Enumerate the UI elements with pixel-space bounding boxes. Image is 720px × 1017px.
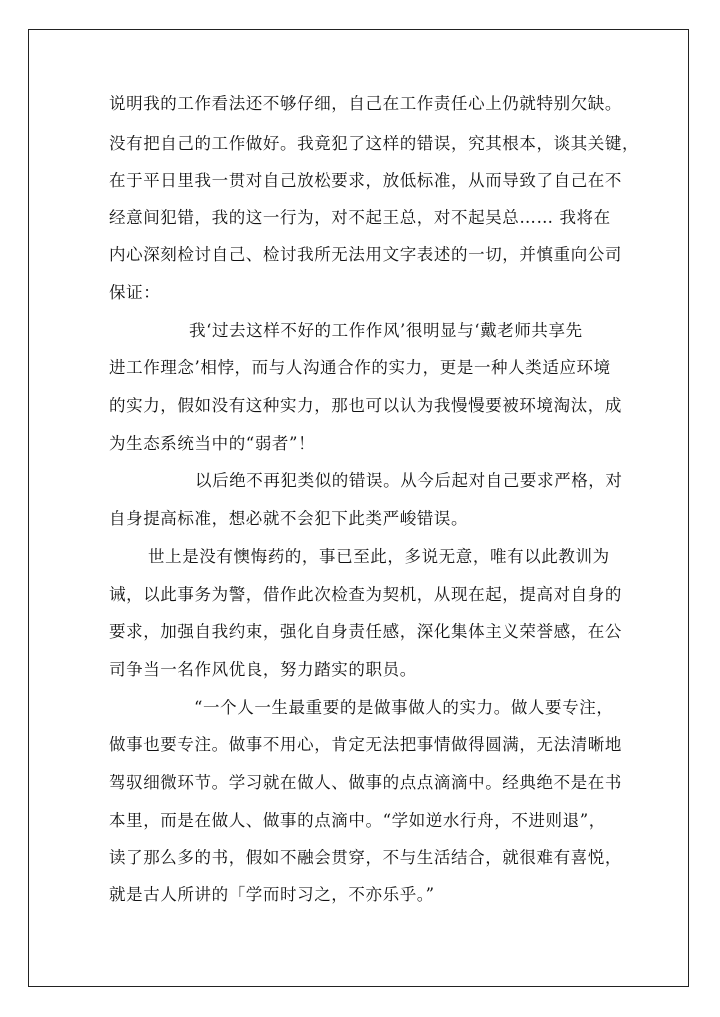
text-line: 我‘过去这样不好的工作作风’很明显与‘戴老师共享先 bbox=[189, 321, 583, 340]
text-line: 以后绝不再犯类似的错误。从今后起对自己要求严格，对 bbox=[195, 471, 623, 490]
text-line: 在于平日里我一贯对自己放松要求，放低标准，从而导致了自己在不 bbox=[109, 171, 622, 190]
text-line: “一个人一生最重要的是做事做人的实力。做人要专注， bbox=[194, 698, 614, 717]
text-line: 的实力，假如没有这种实力，那也可以认为我慢慢要被环境淘汰，成 bbox=[109, 396, 622, 415]
text-line: 就是古人所讲的「学而时习之，不亦乐乎。” bbox=[109, 885, 435, 904]
text-line: 本里，而是在做人、做事的点滴中。“学如逆水行舟，不进则退”， bbox=[109, 811, 606, 830]
text-line: 内心深刻检讨自己、检讨我所无法用文字表述的一切，并慎重向公司 bbox=[109, 245, 622, 264]
text-line: 诫，以此事务为警，借作此次检查为契机，从现在起，提高对自身的 bbox=[109, 585, 622, 604]
text-line: 经意间犯错，我的这一行为，对不起王总，对不起吴总…… 我将在 bbox=[109, 208, 611, 227]
text-line: 进工作理念’相悖，而与人沟通合作的实力，更是一种人类适应环境 bbox=[109, 358, 611, 377]
text-line: 要求，加强自我约束，强化自身责任感，深化集体主义荣誉感，在公 bbox=[109, 622, 622, 641]
text-line: 做事也要专注。做事不用心，肯定无法把事情做得圆满，无法清晰地 bbox=[109, 735, 622, 754]
text-line: 驾驭细微环节。学习就在做人、做事的点点滴滴中。经典绝不是在书 bbox=[109, 773, 622, 792]
text-line: 自身提高标准，想必就不会犯下此类严峻错误。 bbox=[109, 509, 469, 528]
text-line: 为生态系统当中的“弱者”！ bbox=[109, 434, 316, 453]
text-line: 世上是没有懊悔药的，事已至此，多说无意，唯有以此教训为 bbox=[148, 547, 610, 566]
text-line: 司争当一名作风优良，努力踏实的职员。 bbox=[109, 660, 417, 679]
text-line: 说明我的工作看法还不够仔细，自己在工作责任心上仍就特别欠缺。 bbox=[109, 94, 622, 113]
text-line: 没有把自己的工作做好。我竟犯了这样的错误，究其根本，谈其关键， bbox=[109, 134, 640, 153]
text-line: 保证： bbox=[109, 283, 161, 302]
text-line: 读了那么多的书，假如不融会贯穿，不与生活结合，就很难有喜悦， bbox=[109, 848, 622, 867]
